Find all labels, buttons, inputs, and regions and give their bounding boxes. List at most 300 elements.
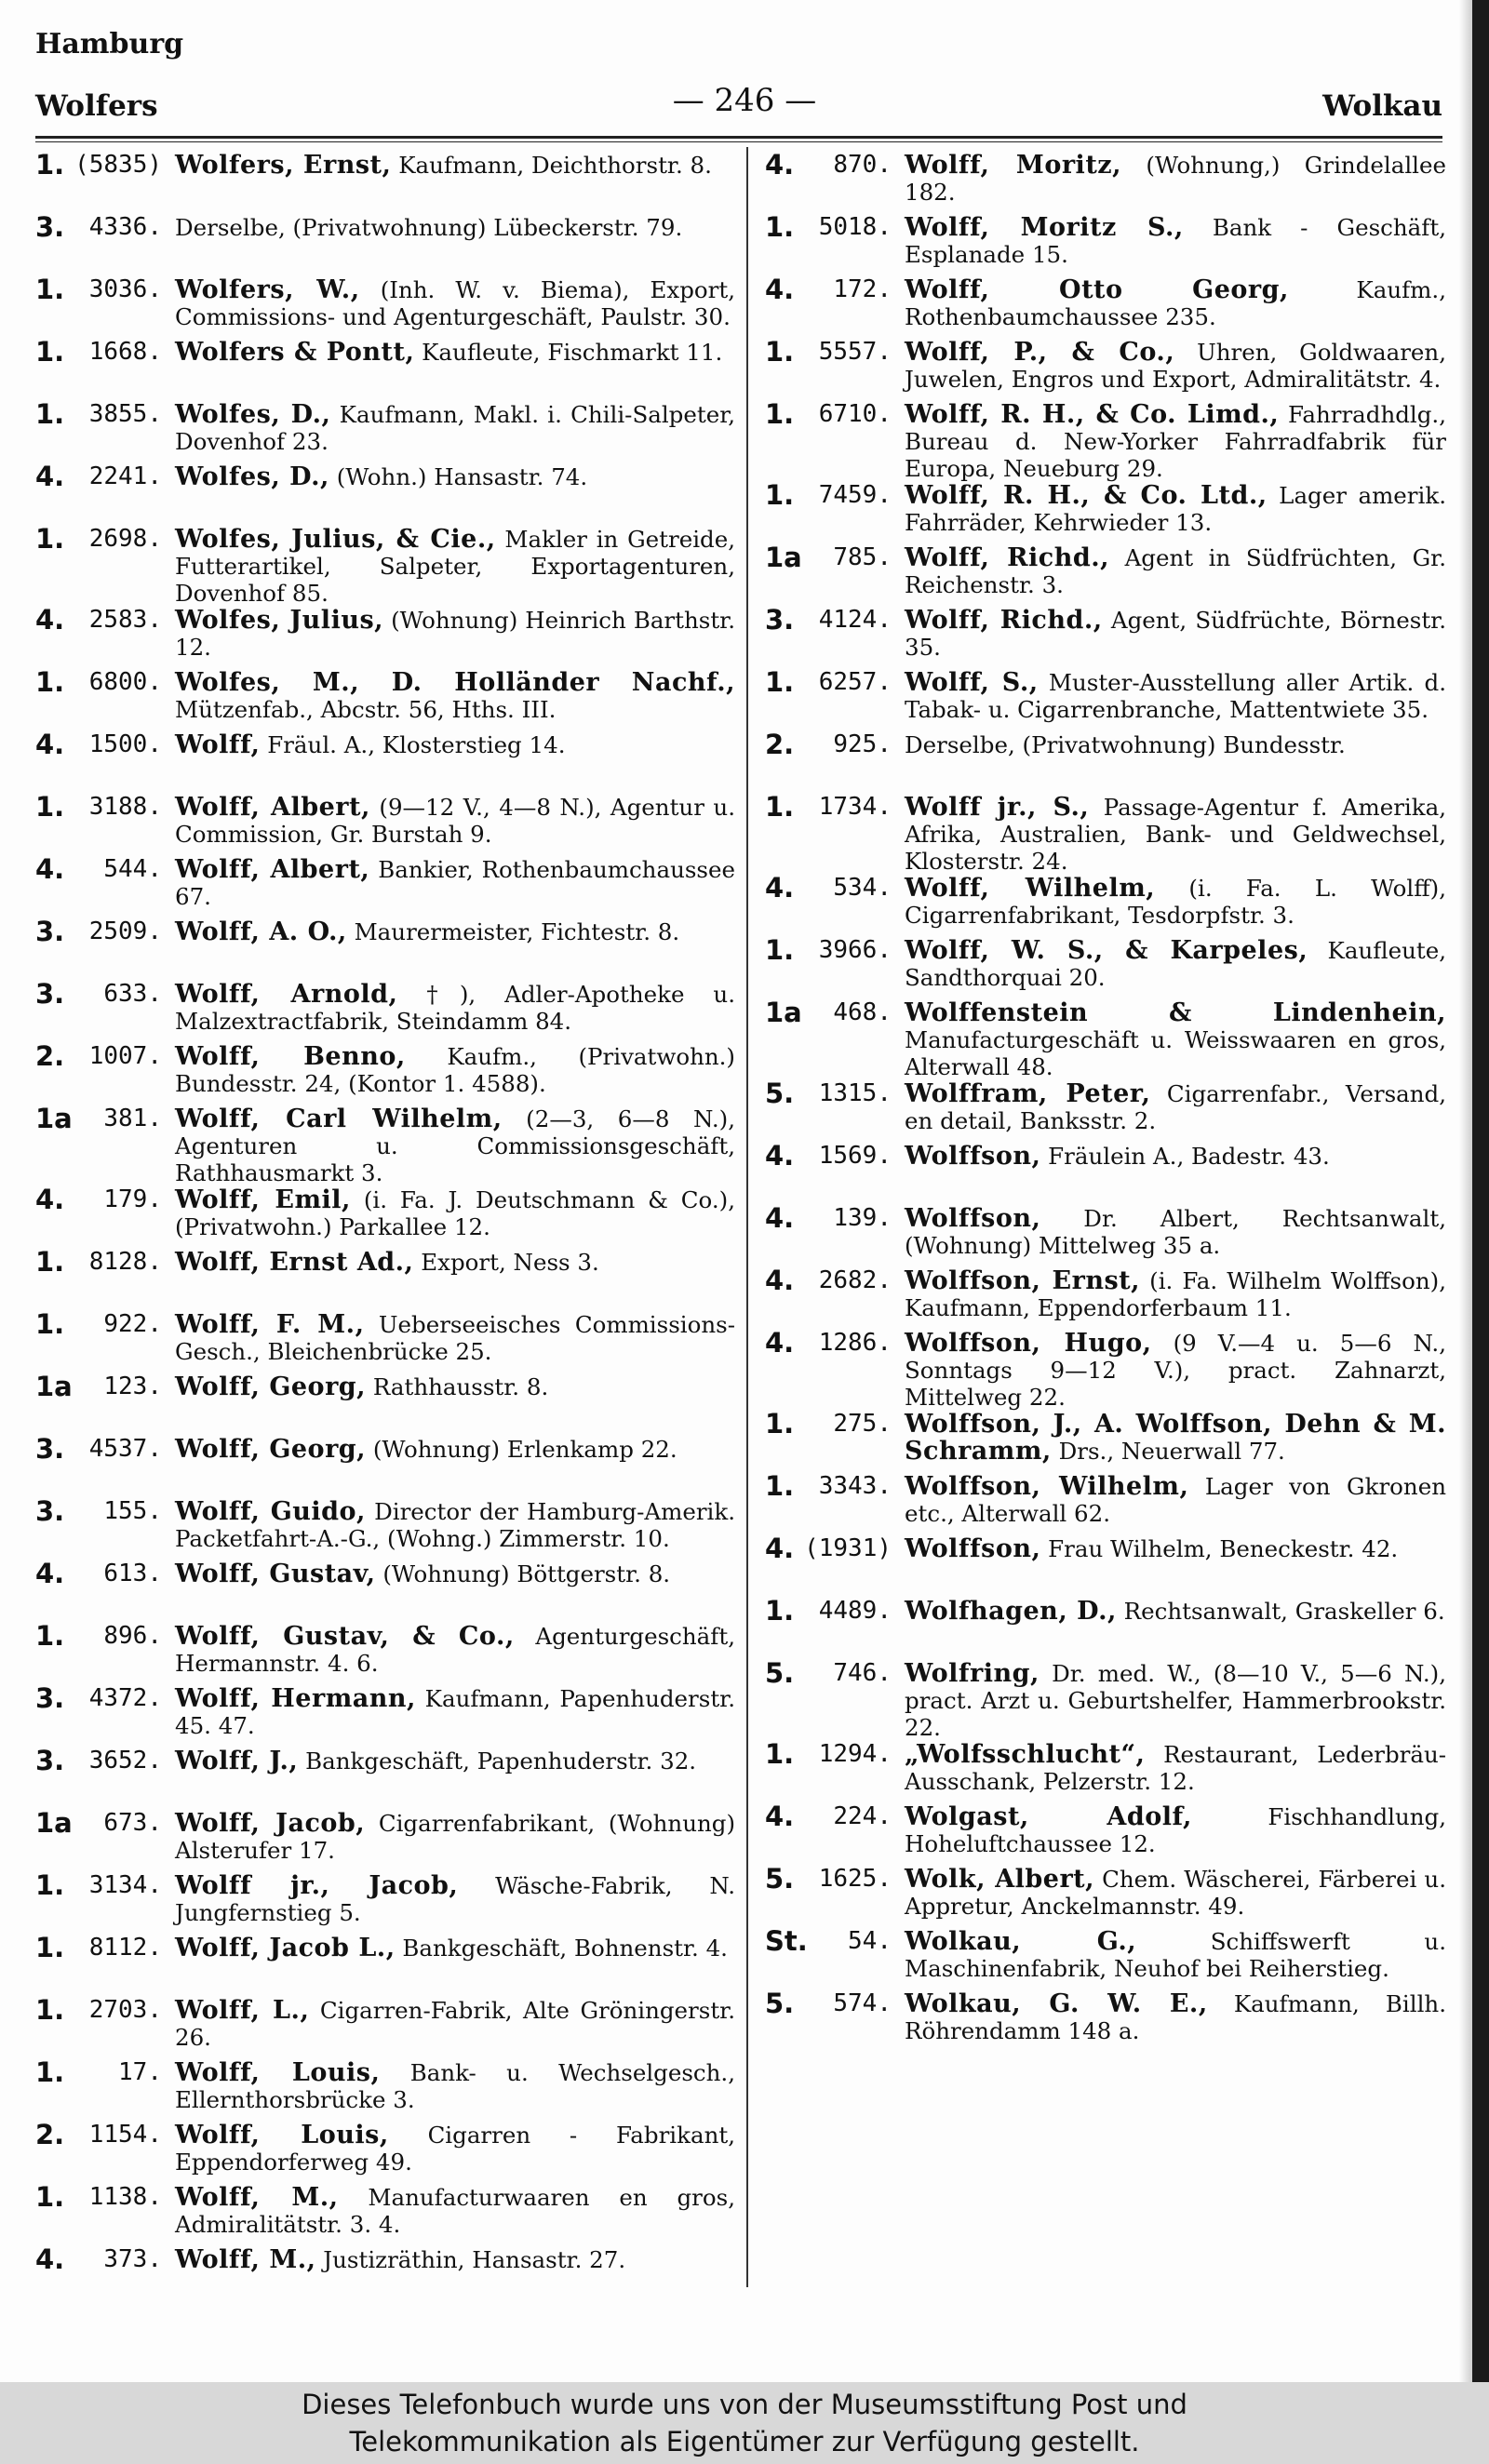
line-class: 4.: [765, 1140, 795, 1172]
phone-number: 3188.: [88, 793, 162, 821]
directory-entry: [765, 1080, 1446, 1143]
directory-entry: [765, 1595, 1446, 1660]
phone-number: 633.: [103, 980, 162, 1008]
phone-number: 1668.: [88, 338, 162, 366]
subscriber-details: Fischhandlung, Hoheluftchaussee 12.: [905, 1803, 1446, 1857]
line-class: 1.: [35, 2181, 65, 2213]
phone-number: 155.: [103, 1497, 162, 1525]
subscriber-details: Fahrradhdlg., Bureau d. New-Yorker Fahrradfabrik für Europa, Neueburg 29.: [905, 401, 1447, 482]
subscriber-details: Bankgeschäft, Bohnenstr. 4.: [395, 1935, 728, 1962]
subscriber-name: Wolff, Gustav, & Co.,: [175, 1622, 515, 1651]
entry-text: [905, 607, 1446, 661]
subscriber-name: Wolff, Richd.,: [905, 606, 1103, 635]
subscriber-details: Drs., Neuerwall 77.: [1051, 1438, 1285, 1465]
phone-number: 1315.: [818, 1079, 892, 1107]
entry-text: [175, 1810, 735, 1864]
directory-entry: [765, 999, 1446, 1080]
directory-entry: [765, 1657, 1446, 1741]
line-class: 4.: [765, 274, 795, 305]
header-rule-thin: [35, 141, 1442, 142]
subscriber-details: Director der Hamburg-Amerik. Packetfahrt-A.-G., (Wohng.) Zimmerstr. 10.: [175, 1498, 735, 1552]
subscriber-name: „Wolfsschlucht“,: [905, 1740, 1146, 1769]
subscriber-details: Bank- u. Wechselgesch., Ellernthorsbrücke 3.: [175, 2059, 735, 2113]
phone-number: 896.: [103, 1622, 162, 1650]
line-class: 1.: [765, 934, 795, 966]
directory-entry: [35, 276, 735, 339]
directory-entry: [765, 1140, 1446, 1205]
phone-number: 5557.: [818, 338, 892, 366]
phone-number: 4336.: [88, 213, 162, 241]
entry-text: [175, 1105, 735, 1186]
entry-text: [905, 1803, 1446, 1857]
subscriber-name: Wolff, Georg,: [175, 1373, 367, 1401]
entry-text: [175, 339, 735, 366]
line-class: 1.: [35, 274, 65, 305]
subscriber-name: Wolff, W. S., & Karpeles,: [905, 936, 1308, 965]
phone-number: 275.: [833, 1410, 892, 1438]
subscriber-details: Bank - Geschäft, Esplanade 15.: [905, 214, 1446, 268]
directory-entry: [765, 1327, 1447, 1411]
entry-text: [905, 544, 1446, 598]
line-class: 5.: [765, 1657, 795, 1689]
entry-text: [905, 401, 1446, 482]
directory-entry: [35, 211, 735, 276]
phone-number: 922.: [103, 1310, 162, 1338]
directory-entry: [35, 2119, 735, 2184]
phone-number: 6257.: [818, 668, 892, 696]
line-class: 1.: [35, 1620, 65, 1652]
entry-text: [905, 214, 1446, 268]
subscriber-details: Kaufmann, Makl. i. Chili-Salpeter, Dovenhof 23.: [175, 401, 736, 455]
directory-entry: [35, 398, 736, 463]
entry-text: [175, 669, 735, 723]
directory-entry: [765, 1863, 1446, 1928]
line-class: 4.: [765, 149, 795, 181]
subscriber-details: Manufacturwaaren en gros, Admiralitätstr. 3. 4.: [175, 2184, 735, 2238]
subscriber-name: Wolff, Otto Georg,: [905, 275, 1289, 304]
entry-text: [175, 2184, 735, 2238]
phone-number: 4372.: [88, 1684, 162, 1712]
directory-entry: [35, 1186, 735, 1249]
entry-text: [175, 731, 735, 758]
subscriber-name: Wolfring,: [905, 1659, 1040, 1688]
subscriber-name: Wolffson, Ernst,: [905, 1266, 1141, 1295]
entry-text: [175, 918, 735, 945]
entry-text: [905, 1080, 1446, 1134]
phone-number: 6710.: [818, 400, 892, 428]
subscriber-details: Cigarrenfabrikant, (Wohnung) Alsterufer 17.: [175, 1810, 736, 1864]
directory-entry: [35, 2243, 735, 2309]
phone-number: (5835): [74, 151, 162, 179]
line-class: 4.: [765, 1327, 795, 1359]
phone-number: 7459.: [818, 481, 892, 509]
line-class: 3.: [35, 1433, 65, 1465]
entry-text: [905, 1866, 1446, 1920]
line-class: 4.: [765, 1265, 795, 1296]
subscriber-name: Wolff, Louis,: [175, 2058, 381, 2087]
line-class: 1.: [35, 1994, 65, 2026]
subscriber-details: (2—3, 6—8 N.), Agenturen u. Commissionsgeschäft, Rathhausmarkt 3.: [175, 1105, 735, 1186]
line-class: 1a: [765, 542, 802, 573]
phone-number: 613.: [103, 1560, 162, 1587]
line-class: 3.: [765, 604, 795, 636]
directory-entry: [765, 731, 1446, 794]
subscriber-details: Agent, Südfrüchte, Börnestr. 35.: [905, 607, 1446, 661]
subscriber-details: Makler in Getreide, Futterartikel, Salpeter, Exportagenturen, Dovenhof 85.: [175, 526, 736, 607]
entry-text: [905, 1267, 1446, 1321]
directory-entry: [765, 1408, 1446, 1473]
line-class: 2.: [35, 2119, 65, 2150]
line-class: 1.: [35, 1308, 65, 1340]
subscriber-name: Wolgast, Adolf,: [905, 1802, 1192, 1831]
entry-text: [905, 1411, 1446, 1465]
subscriber-name: Wolff, Jacob,: [175, 1809, 366, 1838]
subscriber-details: (i. Fa. Wilhelm Wolffson), Kaufmann, Eppendorferbaum 11.: [905, 1267, 1447, 1321]
subscriber-name: Wolff, Albert,: [175, 793, 370, 822]
directory-entry: [35, 1807, 736, 1872]
line-class: 4.: [35, 604, 65, 636]
entry-text: [905, 1535, 1446, 1562]
entry-text: [175, 152, 735, 179]
subscriber-details: Derselbe, (Privatwohnung) Lübeckerstr. 79.: [175, 214, 683, 241]
directory-entry: [765, 1990, 1446, 2053]
line-class: St.: [765, 1925, 808, 1957]
line-class: 1.: [765, 1738, 795, 1770]
subscriber-name: Wolkau, G.,: [905, 1927, 1137, 1956]
subscriber-name: Wolfers, W.,: [175, 275, 360, 304]
line-class: 4.: [765, 1533, 795, 1564]
entry-text: [905, 1660, 1446, 1741]
line-class: 4.: [35, 853, 65, 885]
subscriber-name: Wolffson,: [905, 1142, 1041, 1171]
line-class: 4.: [35, 1558, 65, 1589]
entry-text: [175, 2122, 735, 2176]
entry-text: [905, 276, 1446, 330]
subscriber-name: Wolffenstein & Lindenhein,: [905, 998, 1446, 1027]
subscriber-details: Export, Ness 3.: [413, 1249, 599, 1276]
directory-entry: [765, 336, 1446, 401]
entry-text: [905, 1990, 1446, 2044]
subscriber-name: Wolff, Jacob L.,: [175, 1934, 396, 1962]
line-class: 3.: [35, 978, 65, 1010]
directory-entry: [35, 1040, 735, 1105]
subscriber-details: Frau Wilhelm, Beneckestr. 42.: [1040, 1535, 1399, 1562]
subscriber-details: Schiffswerft u. Maschinenfabrik, Neuhof bei Reiherstieg.: [905, 1928, 1446, 1982]
phone-number: 544.: [103, 855, 162, 883]
subscriber-name: Wolff, Hermann,: [175, 1684, 416, 1713]
line-class: 1.: [35, 1932, 65, 1963]
subscriber-details: (i. Fa. J. Deutschmann & Co.), (Privatwohn.) Parkallee 12.: [175, 1186, 736, 1240]
entry-text: [175, 856, 735, 910]
subscriber-name: Wolff, Arnold,: [175, 980, 398, 1009]
subscriber-details: Kaufleute, Fischmarkt 11.: [414, 339, 723, 366]
entry-text: [905, 1928, 1446, 1982]
directory-entry: [35, 1994, 735, 2059]
subscriber-details: Rechtsanwalt, Graskeller 6.: [1116, 1598, 1445, 1625]
phone-number: 1007.: [88, 1042, 162, 1070]
phone-number: 2583.: [88, 606, 162, 634]
line-class: 2.: [35, 1040, 65, 1072]
phone-number: 381.: [103, 1105, 162, 1132]
phone-number: 54.: [848, 1927, 892, 1955]
entry-text: [175, 1685, 735, 1739]
entry-text: [175, 1997, 735, 2051]
directory-entry: [765, 1470, 1446, 1535]
subscriber-details: Lager amerik. Fahrräder, Kehrwieder 13.: [905, 482, 1446, 536]
subscriber-name: Wolfes, D.,: [175, 462, 329, 491]
subscriber-details: (Inh. W. v. Biema), Export, Commissions- und Agenturgeschäft, Paulstr. 30.: [175, 276, 736, 330]
line-class: 1.: [765, 336, 795, 368]
line-class: 5.: [765, 1863, 795, 1895]
phone-number: 1286.: [818, 1329, 892, 1357]
directory-entry: [765, 276, 1446, 339]
phone-number: 1138.: [88, 2183, 162, 2211]
directory-entry: [35, 2056, 735, 2122]
subscriber-details: (Wohnung) Erlenkamp 22.: [366, 1436, 677, 1463]
subscriber-details: Cigarren-Fabrik, Alte Gröningerstr. 26.: [175, 1997, 735, 2051]
entry-text: [175, 1249, 735, 1276]
subscriber-details: Maurermeister, Fichtestr. 8.: [346, 918, 680, 945]
header-last-name: Wolkau: [1322, 89, 1442, 123]
phone-number: 673.: [103, 1809, 162, 1837]
subscriber-name: Wolff, Benno,: [175, 1042, 406, 1071]
directory-entry: [35, 1495, 735, 1560]
directory-entry: [35, 149, 735, 214]
directory-entry: [765, 398, 1447, 482]
entry-text: [905, 1473, 1446, 1527]
phone-number: 373.: [103, 2245, 162, 2273]
phone-number: 3855.: [88, 400, 162, 428]
directory-entry: [35, 1105, 735, 1186]
line-class: 1a: [35, 1807, 73, 1839]
phone-number: 172.: [833, 275, 892, 303]
entry-text: [905, 1205, 1446, 1259]
subscriber-name: Wolff, Emil,: [175, 1185, 351, 1214]
line-class: 1.: [35, 2056, 65, 2088]
subscriber-name: Wolff, Gustav,: [175, 1560, 376, 1588]
entry-text: [905, 669, 1446, 723]
subscriber-name: Wolff, Guido,: [175, 1497, 366, 1526]
entry-text: [175, 2059, 735, 2113]
directory-entry: [765, 1535, 1446, 1598]
directory-entry: [35, 1560, 735, 1623]
column-divider: [746, 147, 748, 2287]
directory-entry: [35, 2181, 735, 2246]
entry-text: [175, 1623, 735, 1677]
directory-entry: [765, 666, 1446, 731]
subscriber-details: Wäsche-Fabrik, N. Jungfernstieg 5.: [175, 1872, 735, 1926]
phone-number: 2682.: [818, 1266, 892, 1294]
phone-number: 5018.: [818, 213, 892, 241]
subscriber-name: Wolfhagen, D.,: [905, 1597, 1117, 1626]
directory-entry: [35, 1745, 735, 1810]
page-binding-shadow: [1459, 0, 1472, 2382]
entry-text: [175, 276, 735, 330]
line-class: 1a: [35, 1103, 73, 1134]
entry-text: [905, 482, 1446, 536]
phone-number: 17.: [118, 2058, 162, 2086]
directory-entry: [35, 1246, 735, 1311]
subscriber-details: Kaufm., Rothenbaumchaussee 235.: [905, 276, 1446, 330]
subscriber-name: Wolffson, Hugo,: [905, 1329, 1152, 1358]
line-class: 3.: [35, 916, 65, 947]
left-column: [35, 149, 736, 2309]
subscriber-name: Wolff, Moritz S.,: [905, 213, 1184, 242]
phone-number: 785.: [833, 543, 892, 571]
phone-number: 1734.: [818, 793, 892, 821]
phone-number: 2241.: [88, 462, 162, 490]
subscriber-name: Wolff, Albert,: [175, 855, 370, 884]
subscriber-details: Chem. Wäscherei, Färberei u. Appretur, Anckelmannstr. 49.: [905, 1866, 1446, 1920]
subscriber-details: Fräulein A., Badestr. 43.: [1040, 1143, 1330, 1170]
phone-number: 139.: [833, 1204, 892, 1232]
subscriber-details: Agenturgeschäft, Hermannstr. 4. 6.: [175, 1623, 735, 1677]
line-class: 4.: [35, 1184, 65, 1215]
subscriber-details: Rathhausstr. 8.: [366, 1373, 549, 1400]
directory-entry: [765, 1267, 1446, 1330]
phone-number: 2698.: [88, 525, 162, 553]
line-class: 1a: [765, 997, 802, 1028]
directory-entry: [765, 1202, 1446, 1267]
directory-entry: [35, 666, 735, 731]
subscriber-name: Wolff, J.,: [175, 1747, 299, 1775]
entry-text: [905, 1143, 1446, 1170]
phone-number: 8112.: [88, 1934, 162, 1962]
subscriber-details: Muster-Ausstellung aller Artik. d. Tabak- u. Cigarrenbranche, Mattentwiete 35.: [905, 669, 1446, 723]
entry-text: [905, 152, 1446, 206]
entry-text: [175, 1311, 735, 1365]
subscriber-details: Cigarren - Fabrikant, Eppendorferweg 49.: [175, 2122, 735, 2176]
subscriber-details: Agent in Südfrüchten, Gr. Reichenstr. 3.: [905, 544, 1446, 598]
directory-entry: [35, 1682, 735, 1748]
subscriber-name: Wolff, R. H., & Co. Limd.,: [905, 400, 1280, 429]
entry-text: [905, 731, 1446, 758]
subscriber-name: Wolff jr., S.,: [905, 793, 1090, 822]
entry-text: [905, 1598, 1446, 1625]
line-class: 1.: [765, 1470, 795, 1502]
line-class: 4.: [35, 2243, 65, 2275]
entry-text: [175, 1373, 735, 1400]
right-column: [765, 149, 1447, 2053]
subscriber-details: (Wohnung,) Grindelallee 182.: [905, 152, 1447, 206]
subscriber-details: (9—12 V., 4—8 N.), Agentur u. Commission, Gr. Burstah 9.: [175, 794, 735, 848]
entry-text: [175, 1498, 735, 1552]
directory-entry: [35, 791, 735, 856]
entry-text: [175, 1935, 735, 1962]
subscriber-details: (Wohnung) Böttgerstr. 8.: [375, 1560, 671, 1587]
subscriber-name: Wolff, F. M.,: [175, 1310, 365, 1339]
subscriber-details: Kaufmann, Billh. Röhrendamm 148 a.: [905, 1990, 1446, 2044]
subscriber-details: (9 V.—4 u. 5—6 N., Sonntags 9—12 V.), pract. Zahnarzt, Mittelweg 22.: [905, 1330, 1447, 1411]
subscriber-name: Wolfes, M., D. Holländer Nachf.,: [175, 668, 735, 697]
directory-entry: [35, 918, 735, 981]
phone-number: (1931): [804, 1534, 892, 1562]
subscriber-name: Wolff, R. H., & Co. Ltd.,: [905, 481, 1268, 510]
subscriber-name: Wolffson, Wilhelm,: [905, 1472, 1189, 1501]
phone-number: 4489.: [818, 1597, 892, 1625]
directory-entry: [765, 544, 1446, 607]
subscriber-name: Wolfers, Ernst,: [175, 151, 392, 180]
phone-number: 925.: [833, 730, 892, 758]
entry-text: [175, 607, 735, 661]
line-class: 1.: [35, 666, 65, 698]
subscriber-name: Wolff jr., Jacob,: [175, 1871, 459, 1900]
subscriber-name: Wolff, Carl Wilhelm,: [175, 1105, 503, 1133]
directory-entry: [35, 1932, 735, 1997]
subscriber-name: Wolff,: [175, 730, 261, 759]
page-number: — 246 —: [672, 82, 817, 119]
line-class: 1.: [35, 149, 65, 181]
line-class: 1a: [35, 1371, 73, 1402]
subscriber-details: (Wohnung) Heinrich Barthstr. 12.: [175, 607, 735, 661]
subscriber-name: Wolfes, Julius, & Cie.,: [175, 525, 496, 554]
subscriber-name: Wolffson, J., A. Wolffson, Dehn & M. Schramm,: [905, 1410, 1446, 1466]
phone-number: 224.: [833, 1802, 892, 1830]
subscriber-details: Kaufleute, Sandthorquai 20.: [905, 937, 1446, 991]
phone-number: 2703.: [88, 1996, 162, 2024]
subscriber-name: Wolfers & Pontt,: [175, 338, 415, 367]
subscriber-name: Wolff, A. O.,: [175, 917, 347, 946]
subscriber-details: (Wohn.) Hansastr. 74.: [329, 463, 588, 490]
line-class: 1.: [765, 791, 795, 823]
directory-entry: [765, 791, 1446, 875]
copyright-footer: [0, 2382, 1489, 2464]
phone-number: 468.: [833, 998, 892, 1026]
directory-entry: [765, 934, 1446, 999]
directory-entry: [35, 463, 735, 526]
subscriber-details: Ueberseeisches Commissions-Gesch., Bleichenbrücke 25.: [175, 1311, 735, 1365]
entry-text: [905, 1330, 1446, 1411]
line-class: 4.: [35, 461, 65, 492]
subscriber-details: †), Adler-Apotheke u. Malzextractfabrik, Steindamm 84.: [175, 981, 735, 1035]
subscriber-details: Dr. med. W., (8—10 V., 5—6 N.), pract. Arzt u. Geburtshelfer, Hammerbrookstr. 22.: [905, 1660, 1446, 1741]
phone-number: 534.: [833, 874, 892, 902]
line-class: 2.: [765, 729, 795, 760]
subscriber-name: Wolfes, Julius,: [175, 606, 384, 635]
phone-number: 8128.: [88, 1248, 162, 1276]
entry-text: [905, 875, 1446, 929]
line-class: 5.: [765, 1988, 795, 2019]
subscriber-name: Wolfes, D.,: [175, 400, 331, 429]
directory-entry: [35, 1433, 735, 1498]
subscriber-details: Kaufmann, Papenhuderstr. 45. 47.: [175, 1685, 735, 1739]
directory-entry: [35, 1308, 735, 1373]
subscriber-name: Wolff, L.,: [175, 1996, 310, 2025]
subscriber-name: Wolff, Georg,: [175, 1435, 367, 1464]
header-city: Hamburg: [35, 28, 184, 60]
entry-text: [175, 463, 735, 490]
subscriber-details: Mützenfab., Abcstr. 56, Hths. III.: [175, 696, 557, 723]
line-class: 1.: [765, 398, 795, 430]
subscriber-name: Wolk, Albert,: [905, 1865, 1095, 1894]
header-first-name: Wolfers: [35, 89, 158, 123]
entry-text: [175, 214, 735, 241]
directory-entry: [35, 731, 735, 794]
phone-number: 870.: [833, 151, 892, 179]
subscriber-details: Derselbe, (Privatwohnung) Bundesstr.: [905, 731, 1346, 758]
entry-text: [175, 981, 735, 1035]
directory-entry: [765, 1803, 1446, 1866]
line-class: 4.: [765, 1801, 795, 1832]
entry-text: [175, 401, 735, 455]
directory-entry: [35, 336, 735, 401]
directory-entry: [765, 149, 1447, 214]
phone-number: 3343.: [818, 1472, 892, 1500]
phone-number: 2509.: [88, 917, 162, 945]
line-class: 1.: [35, 1246, 65, 1278]
directory-entry: [35, 523, 736, 607]
phone-number: 3652.: [88, 1747, 162, 1774]
